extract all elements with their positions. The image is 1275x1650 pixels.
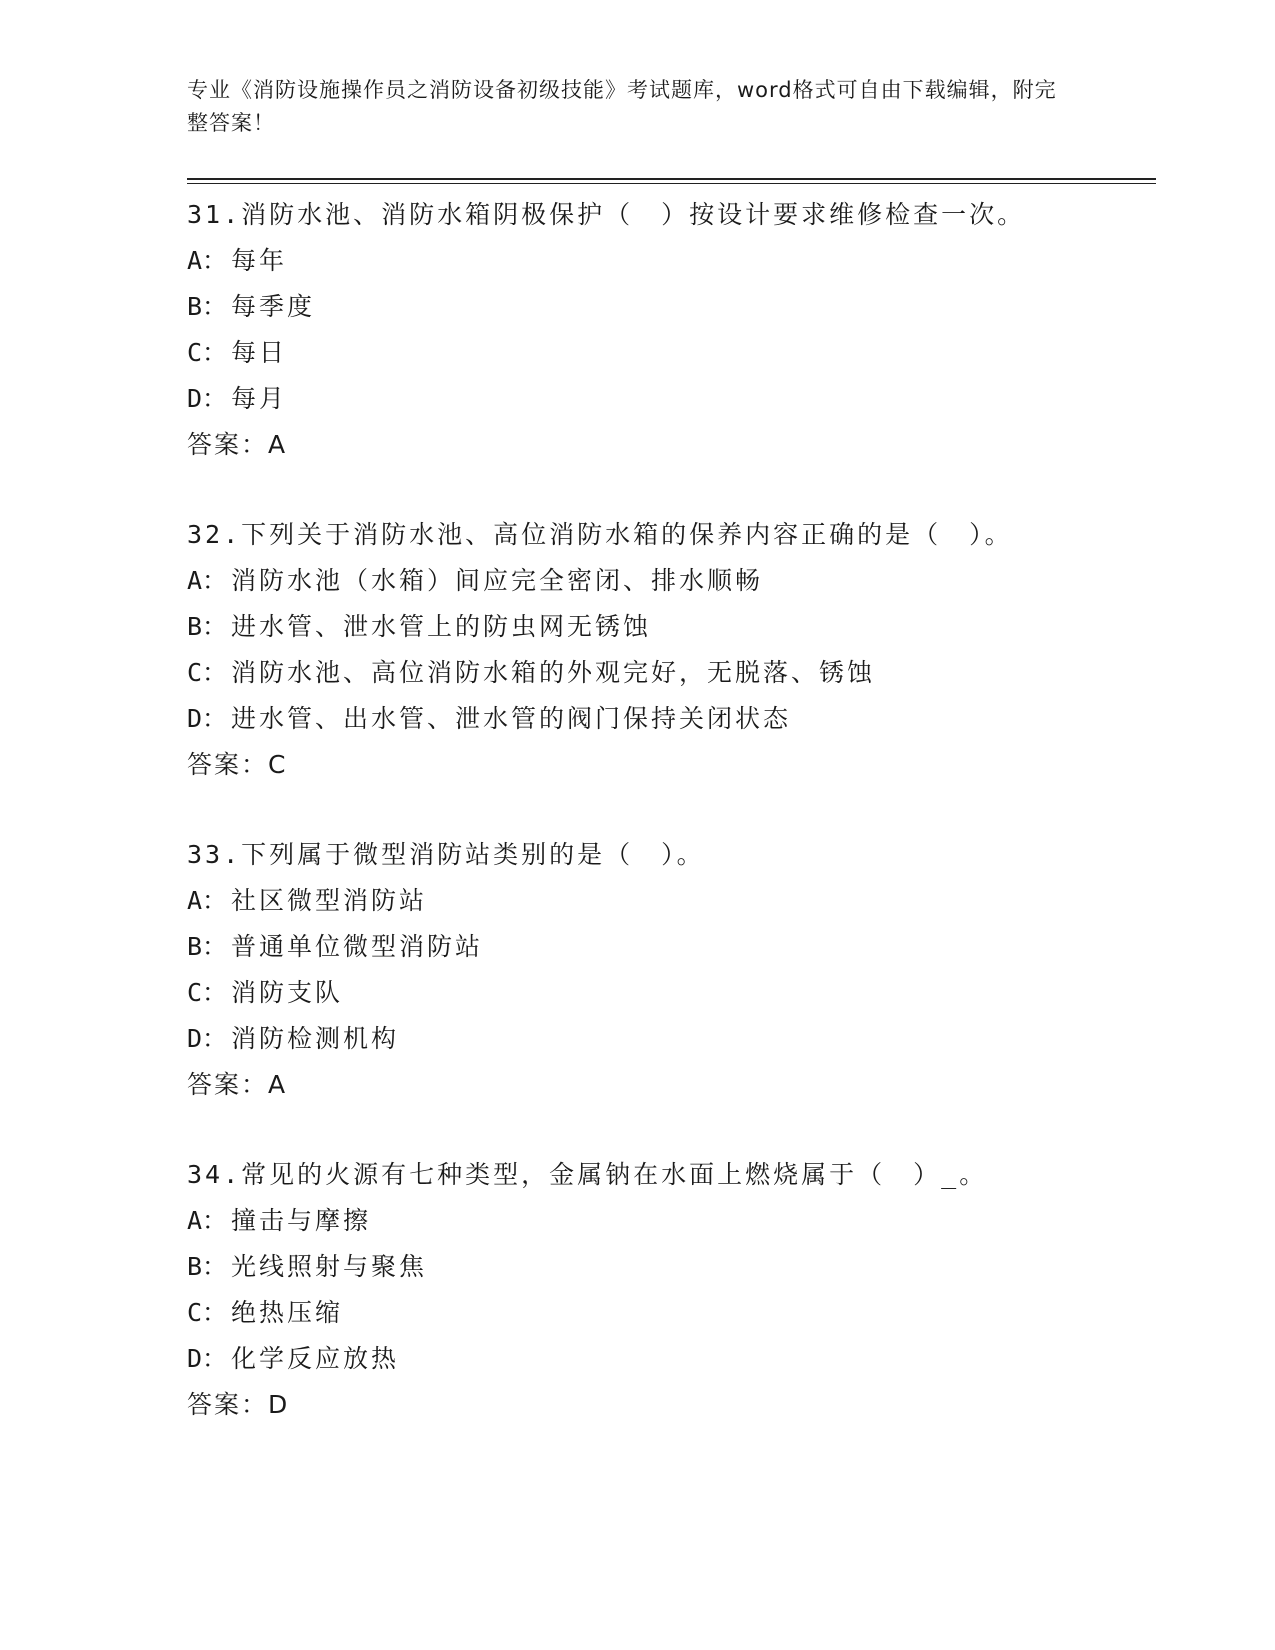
option-letter: D：: [187, 1344, 228, 1373]
option-c: [187, 970, 1147, 1016]
option-text: 普通单位微型消防站: [231, 932, 484, 961]
option-d: [187, 1336, 1147, 1382]
option-text: 光线照射与聚焦: [231, 1252, 428, 1281]
option-d: [187, 1016, 1147, 1062]
option-letter: B：: [187, 292, 228, 321]
option-text: 每年: [231, 246, 288, 275]
answer-line: 答案：A: [187, 430, 288, 459]
option-letter: B：: [187, 1252, 228, 1281]
option-text: 进水管、泄水管上的防虫网无锈蚀: [231, 612, 652, 641]
question-stem: 33.下列属于微型消防站类别的是（ ）。: [187, 840, 705, 869]
option-letter: C：: [187, 658, 228, 687]
option-a: [187, 1198, 1147, 1244]
option-c: [187, 330, 1147, 376]
option-a: [187, 878, 1147, 924]
option-text: 每日: [231, 338, 288, 367]
answer-line: 答案：D: [187, 1390, 290, 1419]
option-a: [187, 238, 1147, 284]
question-33: [187, 832, 1147, 1108]
option-b: [187, 924, 1147, 970]
answer-line: 答案：C: [187, 750, 288, 779]
option-letter: D：: [187, 1024, 228, 1053]
option-d: [187, 376, 1147, 422]
question-stem: 32.下列关于消防水池、高位消防水箱的保养内容正确的是（ ）。: [187, 520, 1013, 549]
option-letter: A：: [187, 1206, 228, 1235]
option-letter: C：: [187, 338, 228, 367]
option-b: [187, 604, 1147, 650]
option-letter: C：: [187, 978, 228, 1007]
option-c: [187, 650, 1147, 696]
option-text: 消防检测机构: [231, 1024, 400, 1053]
option-b: [187, 1244, 1147, 1290]
option-text: 社区微型消防站: [231, 886, 428, 915]
option-letter: A：: [187, 566, 228, 595]
document-intro: 专业《消防设施操作员之消防设备初级技能》考试题库，word格式可自由下载编辑，附完整答案！: [187, 78, 1057, 135]
option-letter: A：: [187, 886, 228, 915]
question-34: [187, 1152, 1147, 1428]
option-text: 撞击与摩擦: [231, 1206, 372, 1235]
option-letter: B：: [187, 932, 228, 961]
option-text: 进水管、出水管、泄水管的阀门保持关闭状态: [231, 704, 792, 733]
option-letter: C：: [187, 1298, 228, 1327]
option-text: 消防水池（水箱）间应完全密闭、排水顺畅: [231, 566, 764, 595]
option-text: 化学反应放热: [231, 1344, 400, 1373]
option-d: [187, 696, 1147, 742]
option-text: 消防水池、高位消防水箱的外观完好，无脱落、锈蚀: [231, 658, 876, 687]
option-b: [187, 284, 1147, 330]
answer-line: 答案：A: [187, 1070, 288, 1099]
option-letter: A：: [187, 246, 228, 275]
option-letter: D：: [187, 704, 228, 733]
option-text: 绝热压缩: [231, 1298, 344, 1327]
question-32: [187, 512, 1147, 788]
option-text: 每季度: [231, 292, 316, 321]
header-divider-thin: [187, 183, 1156, 184]
option-letter: B：: [187, 612, 228, 641]
option-c: [187, 1290, 1147, 1336]
header-divider-thick: [187, 178, 1156, 180]
option-text: 消防支队: [231, 978, 344, 1007]
option-a: [187, 558, 1147, 604]
question-stem: 34.常见的火源有七种类型，金属钠在水面上燃烧属于（ ）_。: [187, 1160, 988, 1189]
question-31: [187, 192, 1147, 468]
question-stem: 31.消防水池、消防水箱阴极保护（ ）按设计要求维修检查一次。: [187, 200, 1026, 229]
option-text: 每月: [231, 384, 288, 413]
option-letter: D：: [187, 384, 228, 413]
